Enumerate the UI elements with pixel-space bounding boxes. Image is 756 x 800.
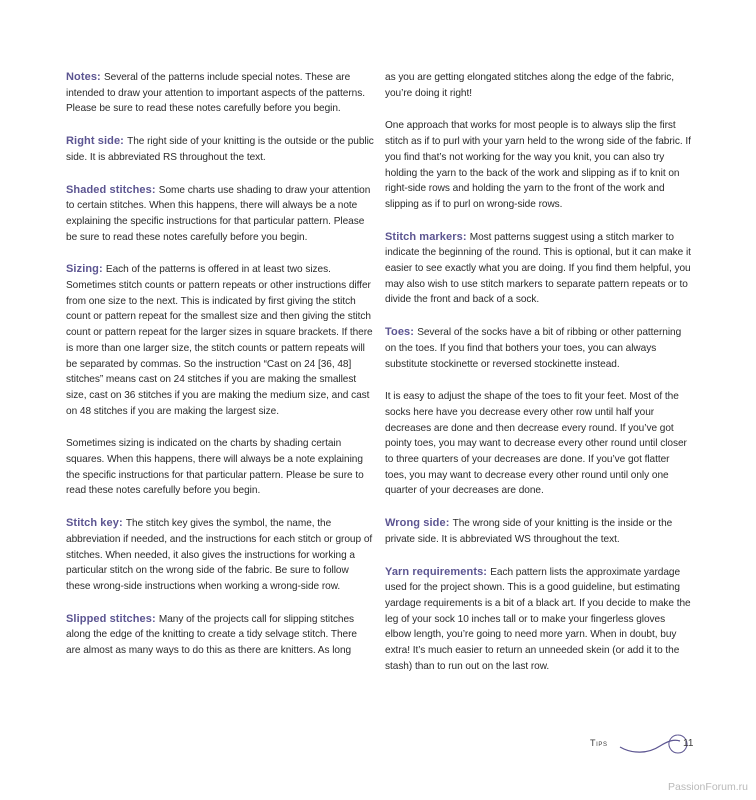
paragraph-slip-approach xyxy=(385,118,693,212)
paragraph-shaded-stitches xyxy=(66,183,374,246)
term-stitch-markers: Stitch markers: xyxy=(385,230,467,243)
body-toes: Several of the socks have a bit of ribbing or other patterning on the toes. If you find that bothers your toes, you can always substitute stockinette or reversed stockinette instead. xyxy=(385,327,682,370)
paragraph-stitch-markers xyxy=(385,230,693,309)
term-notes: Notes: xyxy=(66,71,101,83)
paragraph-slipped-continued xyxy=(385,70,693,101)
paragraph-sizing xyxy=(66,262,374,419)
body-right-side: The right side of your knitting is the outside or the public side. It is abbreviated RS throughout the text. xyxy=(66,136,374,163)
paragraph-sizing-charts xyxy=(66,436,374,499)
body-slipped-continued: as you are getting elongated stitches along the edge of the fabric, you’re doing it right! xyxy=(385,72,675,99)
body-yarn-requirements: Each pattern lists the approximate yardage used for the project shown. This is a good guideline, but estimating yardage requirements is a bit of a black art. If you decide to make the leg of your sock 10 inches tall or to make your fingerless gloves elbow length, you’re going to need more yarn. When in doubt, buy extra! It’s much easier to return an unneeded skein (or add it to the stash) than to run out on the last row. xyxy=(385,566,691,672)
section-label: Tips xyxy=(590,738,608,748)
body-stitch-key: The stitch key gives the symbol, the name, the abbreviation if needed, and the instructions for each stitch or group of stitches. When needed, it also gives the instructions for working a particular stitch on the wrong side of the fabric. Be sure to follow these wrong-side instructions when working a wrong-side row. xyxy=(66,518,373,592)
watermark: PassionForum.ru xyxy=(668,781,748,793)
paragraph-toe-shape xyxy=(385,389,693,499)
paragraph-right-side xyxy=(66,134,374,165)
paragraph-toes xyxy=(385,325,693,372)
paragraph-slipped-stitches xyxy=(66,612,374,659)
body-sizing: Each of the patterns is offered in at least two sizes. Sometimes stitch counts or pattern repeats or other instructions differ from one size to the next. This is indicated by first giving the stitch count or pattern repeat for the smallest size and then giving the stitch count or pattern repeat for the larger sizes in square brackets. If there is more than one larger size, the stitch counts or pattern repeats will be separated by commas. So the instruction “Cast on 24 [36, 48] stitches” means cast on 24 stitches if you are making the smallest size, cast on 36 stitches if you are making the medium size, and cast on 48 stitches if you are making the largest size. xyxy=(66,264,373,417)
term-slipped-stitches: Slipped stitches: xyxy=(66,612,156,625)
body-slip-approach: One approach that works for most people is to always slip the first stitch as if to purl with your yarn held to the wrong side of the fabric. If you find that’s not working for the way you knit, you can also try holding the yarn to the back of the work and slipping as if to knit on right-side rows and holding the yarn to the front of the work and slipping as if to purl on wrong-side rows. xyxy=(385,120,691,210)
body-toe-shape: It is easy to adjust the shape of the toes to fit your feet. Most of the socks here have you decrease every other row until half your decreases are done and then decrease every round. If you’ve got pointy toes, you may want to decrease every other round until closer to three quarters of your decreases are done. If you’ve got flatter toes, you may want to decrease every other round until only one quarter of your decreases are done. xyxy=(385,391,687,497)
body-sizing-charts: Sometimes sizing is indicated on the charts by shading certain squares. When this happens, there will always be a note explaining the specific instructions for that particular pattern. Please be sure to read these notes carefully before you begin. xyxy=(66,438,364,497)
right-column xyxy=(385,70,693,692)
body-shaded-stitches: Some charts use shading to draw your attention to certain stitches. When this happens, there will always be a note explaining the specific instructions for that particular pattern. Please be sure to read these notes carefully before you begin. xyxy=(66,184,371,243)
page-number: 11 xyxy=(683,738,694,749)
page-footer xyxy=(590,732,700,756)
term-wrong-side: Wrong side: xyxy=(385,517,450,530)
body-notes: Several of the patterns include special notes. These are intended to draw your attention to important aspects of the patterns. Please be sure to read these notes carefully before you begin. xyxy=(66,72,365,115)
term-shaded-stitches: Shaded stitches: xyxy=(66,183,156,196)
term-right-side: Right side: xyxy=(66,135,124,148)
body-slipped-stitches: Many of the projects call for slipping stitches along the edge of the knitting to create a tidy selvage stitch. There are almost as many ways to do this as there are knitters. As long xyxy=(66,613,357,657)
term-toes: Toes: xyxy=(385,326,415,339)
paragraph-stitch-key xyxy=(66,516,374,595)
left-column xyxy=(66,70,374,676)
term-yarn-requirements: Yarn requirements: xyxy=(385,565,488,578)
body-stitch-markers: Most patterns suggest using a stitch marker to indicate the beginning of the round. This is optional, but it can make it easier to see exactly what you are doing. If you find them helpful, you may also wish to use stitch markers to separate pattern repeats or to divide the front and back of a sock. xyxy=(385,231,691,306)
paragraph-yarn-requirements xyxy=(385,565,693,675)
term-sizing: Sizing: xyxy=(66,263,103,276)
paragraph-wrong-side xyxy=(385,516,693,547)
paragraph-notes xyxy=(66,70,374,117)
term-stitch-key: Stitch key: xyxy=(66,517,123,530)
body-wrong-side: The wrong side of your knitting is the inside or the private side. It is abbreviated WS throughout the text. xyxy=(385,518,673,545)
